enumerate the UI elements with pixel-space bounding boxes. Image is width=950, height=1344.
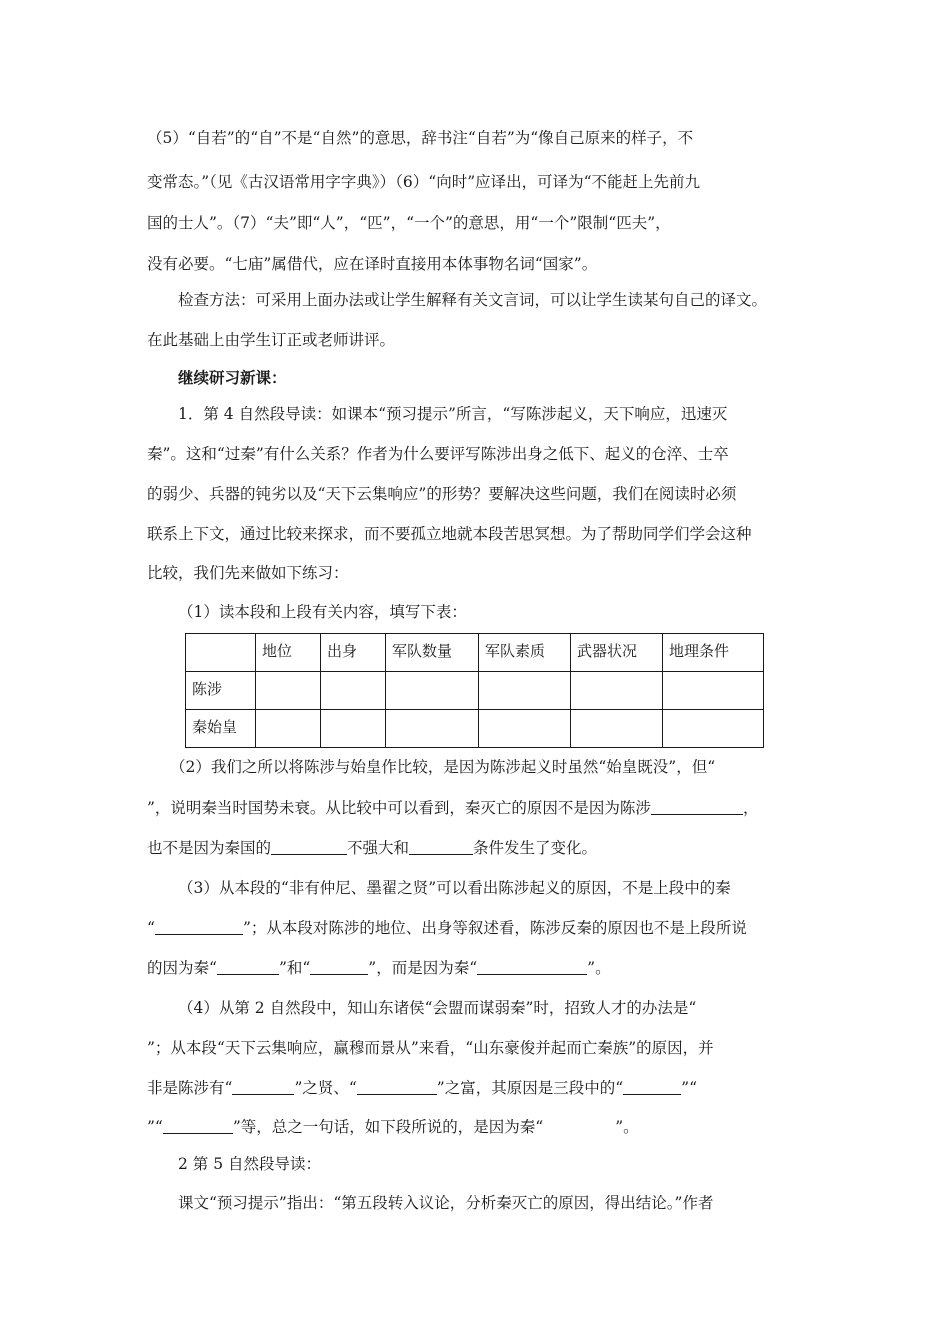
paragraph-line: 课文“预习提示”指出：“第五段转入议论，分析秦灭亡的原因，得出结论。”作者 xyxy=(178,1194,714,1212)
answer-blank[interactable] xyxy=(623,1080,681,1095)
text-run: ”。 xyxy=(587,959,611,977)
paragraph-line: 比较，我们先来做如下练习： xyxy=(147,564,349,582)
text-run: 的因为秦“ xyxy=(147,959,217,977)
paragraph-line: 检查方法：可采用上面办法或让学生解释有关文言词，可以让学生读某句自己的译文。 xyxy=(178,291,768,309)
text-run: “ xyxy=(147,919,155,937)
table-header-cell xyxy=(186,634,256,672)
text-run: ”“ xyxy=(681,1079,698,1097)
paragraph-line: 1．第 4 自然段导读：如课本“预习提示”所言，“写陈涉起义，天下响应，迅速灭 xyxy=(178,405,728,423)
answer-blank[interactable] xyxy=(310,960,368,975)
table-cell[interactable] xyxy=(321,710,386,748)
table-header-cell: 军队素质 xyxy=(479,634,571,672)
text-run: 非是陈涉有“ xyxy=(147,1079,233,1097)
paragraph-line: 变常态。”（见《古汉语常用字字典》）（6）“向时”应译出，可译为“不能赶上先前九 xyxy=(147,173,701,191)
comparison-table xyxy=(185,633,764,748)
table-cell[interactable] xyxy=(663,672,764,710)
table-row xyxy=(186,672,764,710)
table-header-cell: 地位 xyxy=(256,634,321,672)
text-run: ”。 xyxy=(615,1118,639,1136)
text-run: ”“ xyxy=(147,1118,163,1136)
question-4-line xyxy=(147,1078,807,1098)
table-cell-label: 秦始皇 xyxy=(186,710,256,748)
answer-blank[interactable] xyxy=(163,1119,233,1134)
text-run: 条件发生了变化。 xyxy=(473,839,598,857)
question-4-line: （4）从第 2 自然段中，知山东诸侯“会盟而谋弱秦”时，招致人才的办法是“ xyxy=(178,999,697,1017)
question-1: （1）读本段和上段有关内容，填写下表： xyxy=(178,603,467,621)
table-cell[interactable] xyxy=(479,710,571,748)
answer-blank[interactable] xyxy=(409,840,473,855)
table-cell[interactable] xyxy=(479,672,571,710)
answer-blank[interactable] xyxy=(477,960,587,975)
table-cell[interactable] xyxy=(571,710,663,748)
table-cell[interactable] xyxy=(386,672,479,710)
table-cell[interactable] xyxy=(256,710,321,748)
text-run: 也不是因为秦国的 xyxy=(147,839,272,857)
table-header-cell: 武器状况 xyxy=(571,634,663,672)
answer-blank[interactable] xyxy=(651,800,743,815)
text-run: ”和“ xyxy=(278,959,311,977)
section-subheading: 2 第 5 自然段导读： xyxy=(178,1155,322,1173)
table-cell[interactable] xyxy=(256,672,321,710)
table-header-cell: 地理条件 xyxy=(663,634,764,672)
text-run: ”之贤、“ xyxy=(294,1079,357,1097)
paragraph-line: 没有必要。“七庙”属借代，应在译时直接用本体事物名词“国家”。 xyxy=(147,255,598,273)
answer-blank[interactable] xyxy=(357,1080,437,1095)
section-heading: 继续研习新课： xyxy=(178,368,287,387)
table-header-row xyxy=(186,634,764,672)
text-run: ”等，总之一句话，如下段所说的，是因为秦“ xyxy=(232,1118,544,1136)
text-run: 不强大和 xyxy=(347,839,410,857)
table-header-cell: 军队数量 xyxy=(386,634,479,672)
text-run: ”；从本段对陈涉的地位、出身等叙述看，陈涉反秦的原因也不是上段所说 xyxy=(242,919,747,937)
question-4-line xyxy=(147,1117,807,1137)
answer-blank[interactable] xyxy=(271,840,347,855)
answer-blank[interactable] xyxy=(232,1080,294,1095)
question-2-line xyxy=(147,798,807,818)
question-2-line: （2）我们之所以将陈涉与始皇作比较，是因为陈涉起义时虽然“始皇既没”，但“ xyxy=(170,758,716,776)
paragraph-line: 国的士人”。（7）“夫”即“人”，“匹”，“一个”的意思，用“一个”限制“匹夫”， xyxy=(147,214,671,232)
text-run: ”之富，其原因是三段中的“ xyxy=(436,1079,624,1097)
table-row xyxy=(186,710,764,748)
text-run: ”，说明秦当时国势未衰。从比较中可以看到，秦灭亡的原因不是因为陈涉 xyxy=(147,799,651,817)
table-cell[interactable] xyxy=(321,672,386,710)
question-3-line xyxy=(147,918,807,938)
paragraph-line: 的弱少、兵器的钝劣以及“天下云集响应”的形势？要解决这些问题，我们在阅读时必须 xyxy=(147,485,737,503)
question-4-line: ”；从本段“天下云集响应，赢穆而景从”来看，“山东豪俊并起而亡秦族”的原因，并 xyxy=(147,1039,714,1057)
text-run: ， xyxy=(742,799,759,817)
table-cell[interactable] xyxy=(571,672,663,710)
table-cell[interactable] xyxy=(386,710,479,748)
paragraph-line: 联系上下文，通过比较来探求，而不要孤立地就本段苦思冥想。为了帮助同学们学会这种 xyxy=(147,525,752,543)
paragraph-line: （5）“自若”的“自”不是“自然”的意思，辞书注“自若”为“像自己原来的样子，不 xyxy=(147,129,694,147)
paragraph-line: 秦”。这和“过秦”有什么关系？作者为什么要评写陈涉出身之低下、起义的仓淬、士卒 xyxy=(147,445,729,463)
table-cell[interactable] xyxy=(663,710,764,748)
table-header-cell: 出身 xyxy=(321,634,386,672)
table-cell-label: 陈涉 xyxy=(186,672,256,710)
question-2-line xyxy=(147,838,807,858)
text-run: ”，而是因为秦“ xyxy=(368,959,478,977)
paragraph-line: 在此基础上由学生订正或老师讲评。 xyxy=(147,331,396,349)
answer-blank[interactable] xyxy=(217,960,279,975)
question-3-line xyxy=(147,958,807,978)
question-3-line: （3）从本段的“非有仲尼、墨翟之贤”可以看出陈涉起义的原因，不是上段中的秦 xyxy=(178,879,731,897)
answer-blank[interactable] xyxy=(155,920,243,935)
